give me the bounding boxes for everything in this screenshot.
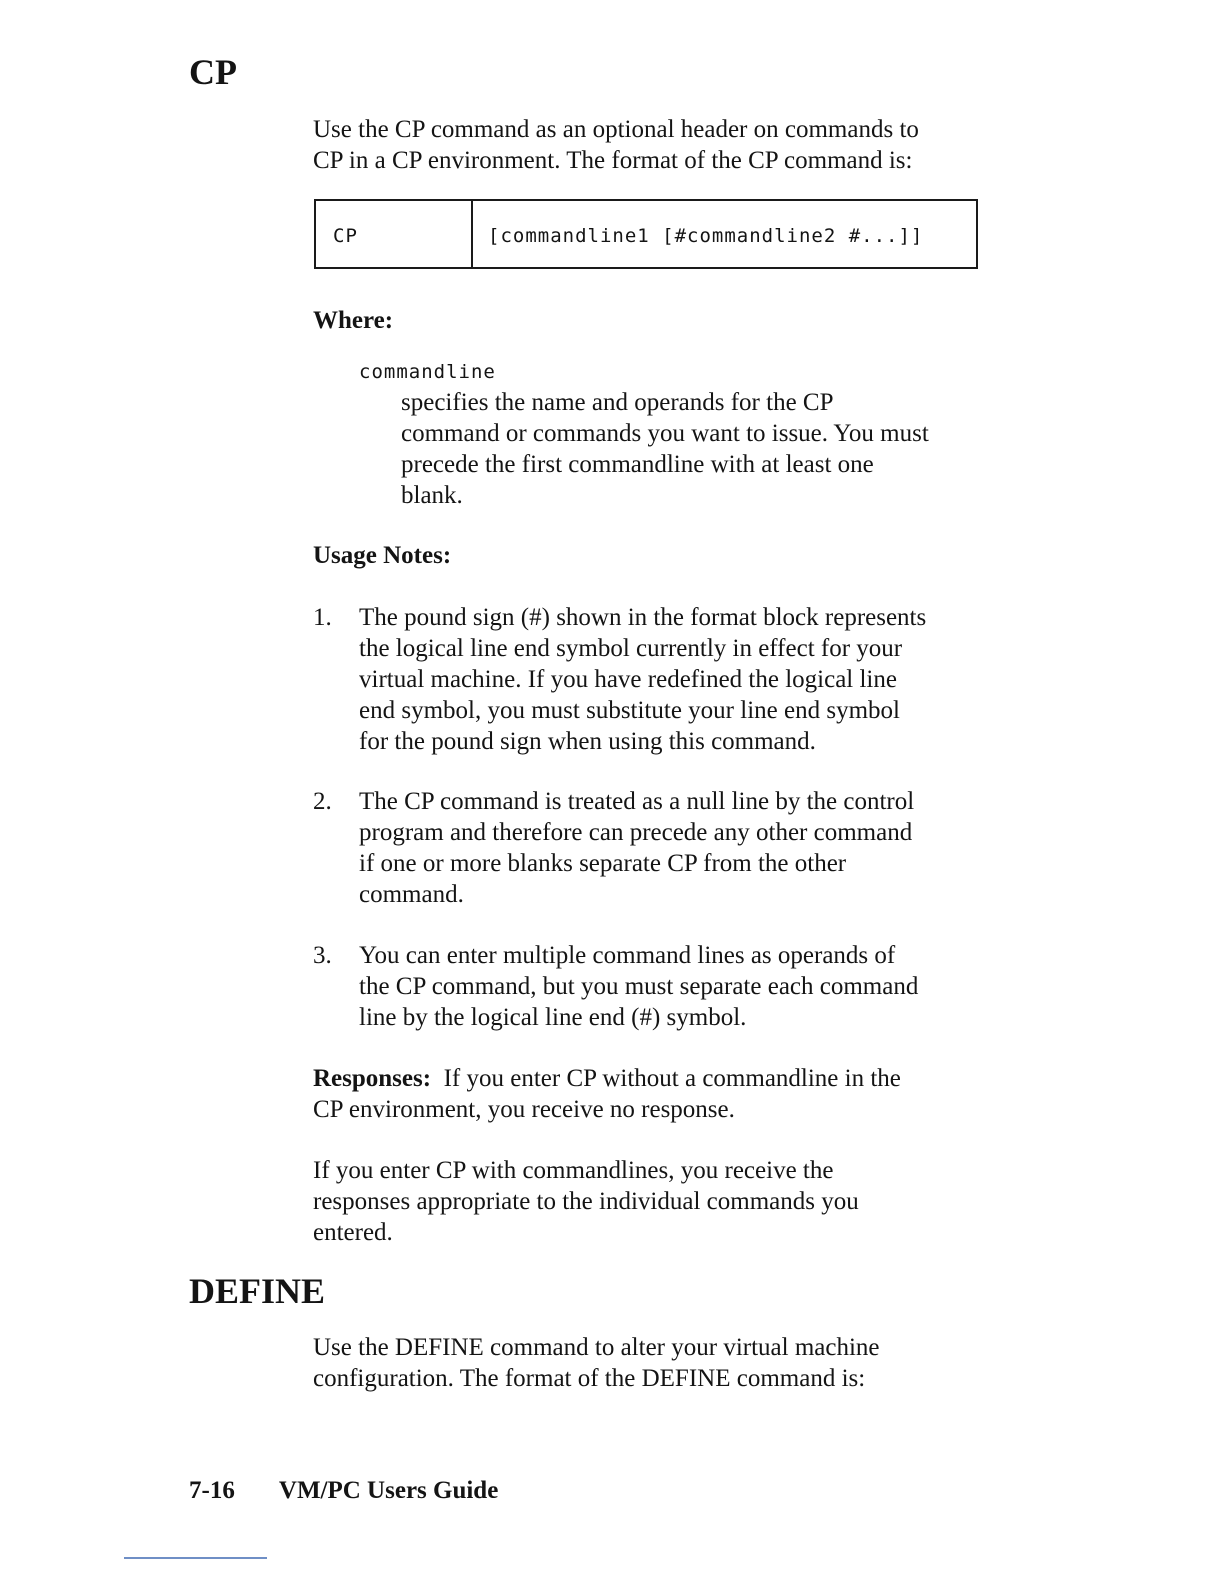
cp-intro [313,114,919,176]
responses-paragraph-2 [313,1155,859,1248]
text-line: The CP command is treated as a null line by the control [359,788,915,815]
text-line: for the pound sign when using this command. [359,728,816,755]
footer-rule [124,1557,267,1559]
operand-name: commandline [359,361,496,383]
where-label: Where: [313,307,394,334]
note-2 [359,786,914,910]
format-divider [471,201,473,267]
responses-label: Responses: [313,1065,432,1092]
format-command: CP [333,225,358,247]
text-line: The pound sign (#) shown in the format block represents [359,604,927,631]
text-line: blank. [401,482,463,509]
text-line: line by the logical line end (#) symbol. [359,1004,747,1031]
define-heading: DEFINE [189,1271,326,1311]
text-line: entered. [313,1219,393,1246]
note-number: 2. [313,788,332,815]
text-line: CP environment, you receive no response. [313,1096,735,1123]
text-line: specifies the name and operands for the CP [401,389,834,416]
text-line: command. [359,881,464,908]
text-line: precede the first commandline with at least one [401,451,874,478]
text-line: If you enter CP with commandlines, you receive the [313,1157,834,1184]
responses-text: If you enter CP without a commandline in the [443,1065,901,1092]
text-line: end symbol, you must substitute your line end symbol [359,697,900,724]
define-intro [313,1332,880,1394]
text-line [313,1063,901,1094]
cp-heading: CP [189,52,237,92]
book-title: VM/PC Users Guide [278,1477,499,1504]
text-line: You can enter multiple command lines as operands of [359,942,896,969]
text-line: responses appropriate to the individual commands you [313,1188,859,1215]
text-line: CP in a CP environment. The format of the CP command is: [313,147,913,174]
text-line: the CP command, but you must separate each command [359,973,919,1000]
page-number: 7-16 [189,1477,235,1504]
format-operands: [commandline1 [#commandline2 #...]] [488,225,924,247]
text-line: Use the CP command as an optional header on commands to [313,116,919,143]
text-line: command or commands you want to issue. You must [401,420,929,447]
note-number: 1. [313,604,332,631]
responses-paragraph [313,1063,901,1125]
operand-description [401,387,929,511]
format-block [314,199,978,269]
text-line: virtual machine. If you have redefined the logical line [359,666,897,693]
note-3 [359,940,918,1033]
text-line: configuration. The format of the DEFINE command is: [313,1365,866,1392]
usage-notes-label: Usage Notes: [313,542,452,569]
text-line: the logical line end symbol currently in effect for your [359,635,903,662]
page-footer [189,1477,498,1505]
note-1 [359,602,926,757]
note-number: 3. [313,942,332,969]
text-line: if one or more blanks separate CP from the other [359,850,847,877]
text-line: Use the DEFINE command to alter your virtual machine [313,1334,880,1361]
text-line: program and therefore can precede any other command [359,819,913,846]
